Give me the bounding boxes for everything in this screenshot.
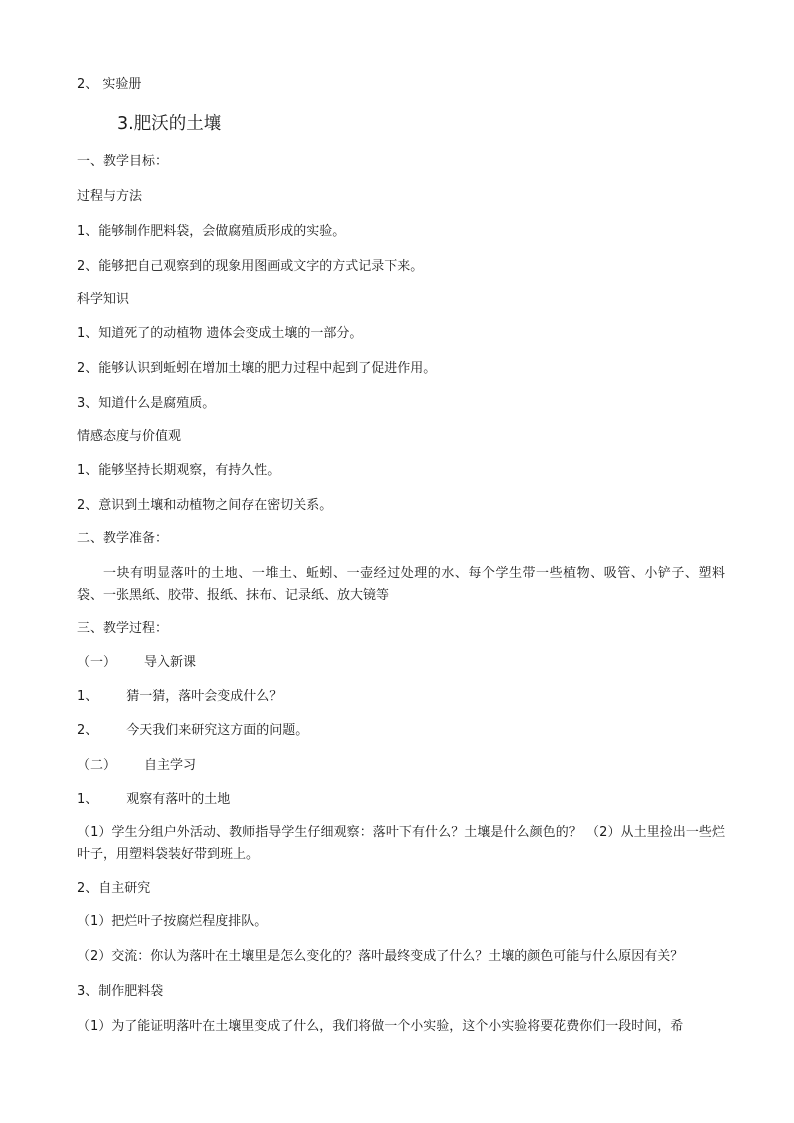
objective-item: 1、能够制作肥料袋，会做腐殖质形成的实验。	[77, 224, 346, 239]
list-item: 3、制作肥料袋	[77, 984, 164, 999]
list-item: （2）交流：你认为落叶在土壤里是怎么变化的？落叶最终变成了什么？土壤的颜色可能与什么原因有关？	[77, 949, 684, 964]
list-item: 2、自主研究	[77, 881, 151, 896]
list-item-lab-book: 2、 实验册	[77, 77, 142, 92]
objective-item: 1、能够坚持长期观察，有持久性。	[77, 463, 281, 478]
lesson-title: 3.肥沃的土壤	[117, 114, 222, 134]
item-text: 今天我们来研究这方面的问题。	[126, 723, 309, 738]
list-item	[77, 722, 308, 740]
step-heading-introduction	[77, 654, 196, 672]
step-label: 导入新课	[144, 655, 197, 670]
objective-item: 2、能够认识到蚯蚓在增加土壤的肥力过程中起到了促进作用。	[77, 361, 437, 376]
list-item: （1）把烂叶子按腐烂程度排队。	[77, 914, 268, 929]
step-label: 自主学习	[144, 758, 197, 773]
list-item: （1）为了能证明落叶在土壤里变成了什么，我们将做一个小实验，这个小实验将要花费你们一段时间，希	[77, 1019, 684, 1034]
step-number: （一）	[77, 655, 117, 670]
item-number: 1、	[77, 792, 99, 807]
subheading-process-method: 过程与方法	[77, 189, 143, 204]
section-heading-objectives: 一、教学目标：	[77, 154, 169, 169]
item-text: 猜一猜，落叶会变成什么？	[126, 689, 283, 704]
item-number: 1、	[77, 689, 99, 704]
objective-item: 2、能够把自己观察到的现象用图画或文字的方式记录下来。	[77, 259, 424, 274]
step-number: （二）	[77, 758, 117, 773]
subheading-attitude-values: 情感态度与价值观	[77, 429, 182, 444]
step-heading-self-study	[77, 757, 196, 775]
preparation-materials-paragraph: 一块有明显落叶的土地、一堆土、蚯蚓、一壶经过处理的水、每个学生带一些植物、吸管、小铲子、塑料袋、一张黑纸、胶带、报纸、抹布、记录纸、放大镜等	[77, 566, 725, 603]
list-item	[77, 688, 282, 706]
subheading-science-knowledge: 科学知识	[77, 292, 130, 307]
item-number: 2、	[77, 723, 99, 738]
section-heading-process: 三、教学过程：	[77, 621, 169, 636]
item-text: 观察有落叶的土地	[126, 792, 231, 807]
list-item	[77, 791, 230, 809]
objective-item: 2、意识到土壤和动植物之间存在密切关系。	[77, 498, 333, 513]
observation-instructions-paragraph: （1）学生分组户外活动、教师指导学生仔细观察：落叶下有什么？土壤是什么颜色的？ （2）从土里捡出一些烂叶子，用塑料袋装好带到班上。	[77, 825, 725, 862]
section-heading-preparation: 二、教学准备：	[77, 531, 169, 546]
objective-item: 1、知道死了的动植物 遗体会变成土壤的一部分。	[77, 326, 363, 341]
objective-item: 3、知道什么是腐殖质。	[77, 396, 216, 411]
